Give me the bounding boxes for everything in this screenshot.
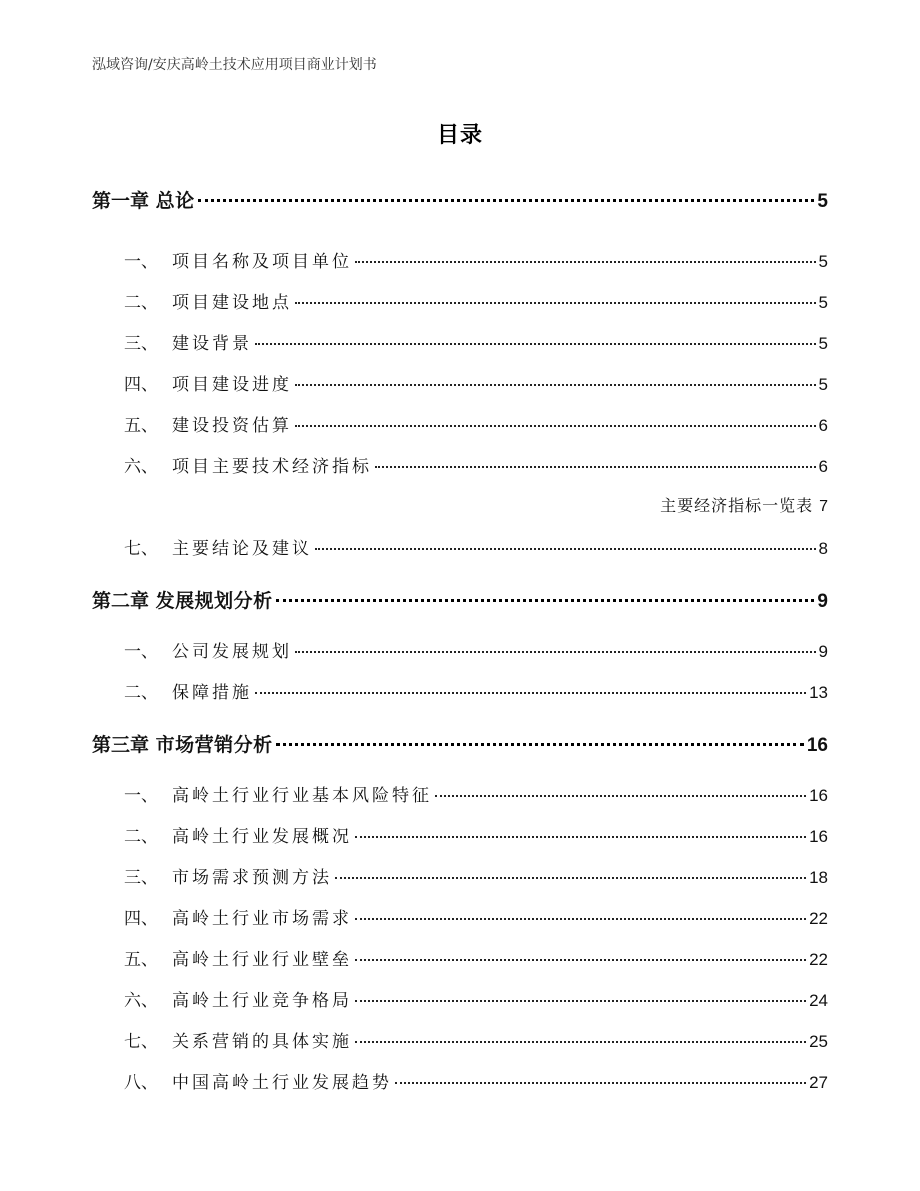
toc-title: 目录: [436, 123, 483, 148]
toc-entry[interactable]: [124, 945, 828, 970]
toc-entry-page-number: 6: [818, 416, 828, 435]
toc-entry-label: 主要结论及建议: [172, 539, 312, 559]
toc-entry-page-number: 13: [809, 683, 828, 702]
toc-entry-page-number: 22: [809, 950, 828, 969]
toc-entry[interactable]: [124, 247, 828, 272]
toc-entry-number: 六、: [124, 991, 158, 1011]
toc-entry-page-number: 5: [818, 293, 828, 312]
toc-entry-label: 主要经济指标一览表: [660, 496, 814, 515]
toc-entry-label: 高岭土行业市场需求: [172, 909, 352, 929]
toc-entry[interactable]: [124, 534, 828, 559]
toc-entry-page-number: 9: [818, 642, 828, 661]
toc-entry-label: 市场需求预测方法: [172, 868, 332, 888]
toc-entry-number: 一、: [124, 642, 158, 662]
dot-leader: [375, 466, 816, 468]
dot-leader: [355, 836, 806, 838]
toc-entry[interactable]: [124, 678, 828, 703]
toc-entry-number: 第一章: [92, 190, 150, 212]
toc-entry-number: 二、: [124, 683, 158, 703]
toc-entry-page-number: 5: [817, 191, 828, 212]
dot-leader: [255, 343, 816, 345]
toc-entry-label: 项目名称及项目单位: [172, 252, 352, 272]
toc-entry-label: 公司发展规划: [172, 642, 292, 662]
toc-entry-label: 高岭土行业行业基本风险特征: [172, 786, 432, 806]
toc-entry-number: 四、: [124, 375, 158, 395]
toc-entry[interactable]: [124, 637, 828, 662]
toc-entry-number: 三、: [124, 334, 158, 354]
toc-entry-page-number: 16: [809, 786, 828, 805]
toc-entry-page-number: 24: [809, 991, 828, 1010]
toc-entry-page-number: 25: [809, 1032, 828, 1051]
toc-entry-number: 一、: [124, 252, 158, 272]
dot-leader: [335, 877, 806, 879]
toc-entry-number: 八、: [124, 1073, 158, 1093]
toc-entry-label: 建设背景: [172, 334, 252, 354]
toc-entry-number: 七、: [124, 1032, 158, 1052]
toc-entry[interactable]: [124, 370, 828, 395]
dot-leader: [276, 743, 804, 746]
dot-leader: [295, 302, 816, 304]
toc-chapter-entry[interactable]: [92, 186, 828, 213]
toc-entry[interactable]: [124, 986, 828, 1011]
toc-entry-page-number: 5: [818, 334, 828, 353]
toc-entry[interactable]: [124, 329, 828, 354]
dot-leader: [295, 651, 816, 653]
running-header: 泓域咨询/安庆高岭土技术应用项目商业计划书: [92, 57, 377, 73]
dot-leader: [295, 425, 816, 427]
dot-leader: [355, 918, 806, 920]
toc-entry-number: 五、: [124, 950, 158, 970]
dot-leader: [355, 959, 806, 961]
dot-leader: [295, 384, 816, 386]
toc-entry-number: 一、: [124, 786, 158, 806]
dot-leader: [355, 1041, 806, 1043]
toc-entry-label: 保障措施: [172, 683, 252, 703]
toc-entry[interactable]: [124, 904, 828, 929]
toc-entry[interactable]: [660, 493, 828, 516]
dot-leader: [276, 599, 815, 602]
dot-leader: [198, 199, 815, 202]
toc-entry[interactable]: [124, 1027, 828, 1052]
toc-entry-number: 二、: [124, 827, 158, 847]
toc-entry-page-number: 7: [819, 498, 828, 515]
toc-entry-label: 项目建设进度: [172, 375, 292, 395]
toc-entry-number: 第三章: [92, 734, 150, 756]
toc-entry-page-number: 9: [817, 591, 828, 612]
toc-entry[interactable]: [124, 822, 828, 847]
toc-entry-page-number: 18: [809, 868, 828, 887]
toc-chapter-entry[interactable]: [92, 586, 828, 613]
dot-leader: [355, 261, 816, 263]
toc-entry-label: 项目主要技术经济指标: [172, 457, 372, 477]
toc-entry-number: 七、: [124, 539, 158, 559]
toc-entry-label: 关系营销的具体实施: [172, 1032, 352, 1052]
dot-leader: [435, 795, 806, 797]
toc-entry-label: 高岭土行业发展概况: [172, 827, 352, 847]
toc-entry-page-number: 22: [809, 909, 828, 928]
toc-entry-number: 六、: [124, 457, 158, 477]
toc-entry[interactable]: [124, 781, 828, 806]
toc-entry-label: 建设投资估算: [172, 416, 292, 436]
toc-entry-number: 二、: [124, 293, 158, 313]
dot-leader: [255, 692, 806, 694]
toc-entry[interactable]: [124, 1068, 828, 1093]
toc-entry-page-number: 8: [818, 539, 828, 558]
dot-leader: [315, 548, 816, 550]
toc-entry-page-number: 16: [809, 827, 828, 846]
dot-leader: [355, 1000, 806, 1002]
toc-entry-number: 三、: [124, 868, 158, 888]
toc-entry-number: 四、: [124, 909, 158, 929]
dot-leader: [395, 1082, 806, 1084]
toc-entry[interactable]: [124, 452, 828, 477]
toc-entry-page-number: 16: [806, 735, 828, 756]
toc-entry-number: 第二章: [92, 590, 150, 612]
toc-entry-number: 五、: [124, 416, 158, 436]
toc-entry-label: 发展规划分析: [155, 590, 273, 612]
toc-entry-label: 高岭土行业竞争格局: [172, 991, 352, 1011]
toc-entry-label: 市场营销分析: [155, 734, 273, 756]
toc-entry[interactable]: [124, 863, 828, 888]
toc-entry-page-number: 27: [809, 1073, 828, 1092]
toc-entry-label: 项目建设地点: [172, 293, 292, 313]
toc-entry-label: 高岭土行业行业壁垒: [172, 950, 352, 970]
toc-entry-page-number: 5: [818, 375, 828, 394]
toc-chapter-entry[interactable]: [92, 730, 828, 757]
toc-entry[interactable]: [124, 288, 828, 313]
toc-entry-label: 总论: [155, 190, 195, 212]
toc-entry[interactable]: [124, 411, 828, 436]
toc-entry-label: 中国高岭土行业发展趋势: [172, 1073, 392, 1093]
toc-entry-page-number: 6: [818, 457, 828, 476]
toc-entry-page-number: 5: [818, 252, 828, 271]
